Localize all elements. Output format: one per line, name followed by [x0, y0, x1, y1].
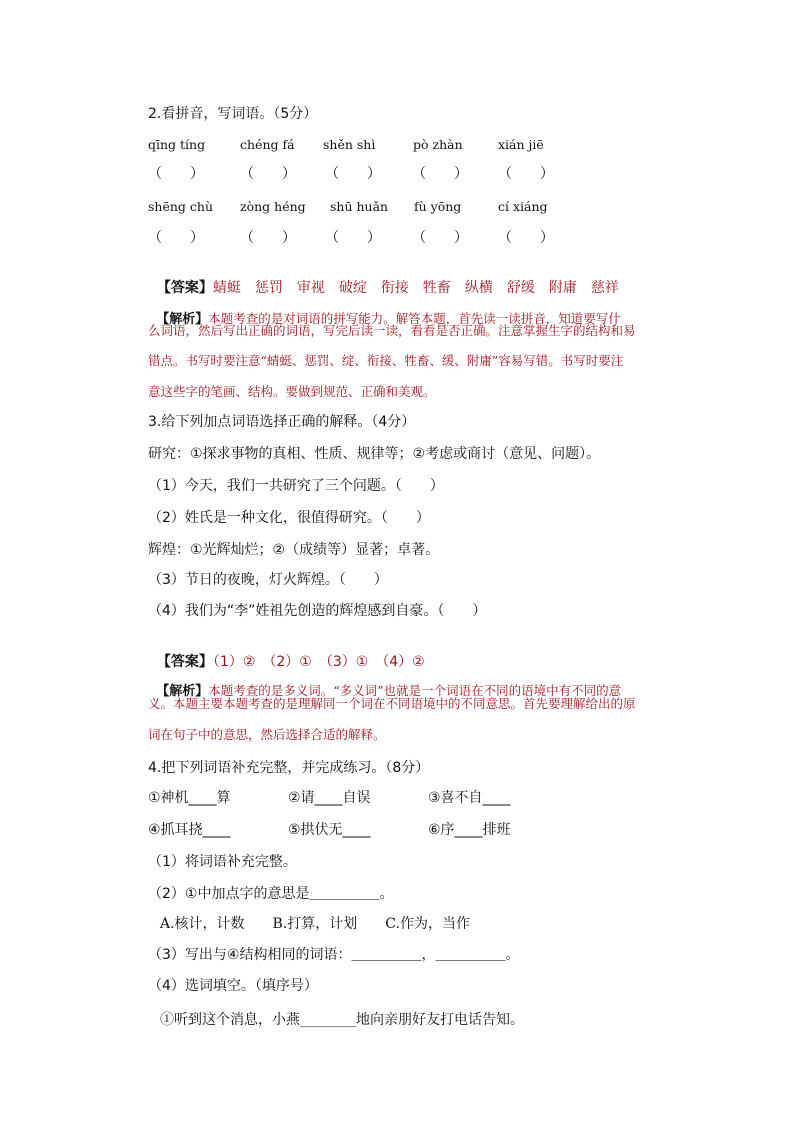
- answer-tag: 【答案】: [156, 280, 213, 296]
- answer-blank[interactable]: （ ）: [240, 230, 296, 246]
- answer-tag: 【答案】: [156, 654, 213, 670]
- pinyin-item: xián jiē: [498, 137, 544, 152]
- idiom-blank-item[interactable]: ⑥序____排班: [428, 822, 511, 838]
- answer-blank[interactable]: （ ）: [148, 166, 204, 182]
- q3-definition-2: 辉煌：①光辉灿烂；②（成绩等）显著；卓著。: [148, 542, 440, 558]
- idiom-blank-item[interactable]: ②请____自误: [288, 790, 371, 806]
- idiom-blank-item[interactable]: ④抓耳挠____: [148, 822, 231, 838]
- q3-item-4: （4）我们为“李”姓祖先创造的辉煌感到自豪。（ ）: [148, 603, 487, 619]
- q3-analysis-line-3: 词在句子中的意思，然后选择合适的解释。: [148, 727, 386, 742]
- pinyin-item: cí xiáng: [498, 199, 548, 214]
- pinyin-item: chéng fá: [240, 137, 295, 152]
- q4-sub-3: （3）写出与④结构相同的词语：＿＿＿＿＿，＿＿＿＿＿。: [148, 947, 520, 963]
- answer-text: （1）② （2）① （3）① （4）②: [212, 654, 425, 670]
- q3-item-1: （1）今天，我们一共研究了三个问题。（ ）: [148, 478, 444, 494]
- idiom-blank-item[interactable]: ①神机____算: [148, 790, 231, 806]
- analysis-tag: 【解析】: [156, 684, 209, 699]
- pinyin-item: qīng tíng: [148, 137, 206, 152]
- answer-blank[interactable]: （ ）: [240, 166, 296, 182]
- q4-sub-2: （2）①中加点字的意思是＿＿＿＿＿。: [148, 886, 394, 902]
- pinyin-item: shēng chù: [148, 199, 213, 214]
- q4-options: A.核计，计数 B.打算，计划 C.作为，当作: [160, 916, 470, 932]
- q4-title: 4.把下列词语补充完整，并完成练习。（8分）: [148, 760, 430, 776]
- answer-blank[interactable]: （ ）: [148, 230, 204, 246]
- q4-sub-1: （1）将词语补充完整。: [148, 854, 297, 870]
- q3-definition-1: 研究：①探求事物的真相、性质、规律等；②考虑或商讨（意见、问题）。: [148, 446, 601, 462]
- answer-blank[interactable]: （ ）: [498, 230, 554, 246]
- q3-analysis-line-2: 义。本题主要本题考查的是理解同一个词在不同语境中的不同意思。首先要理解给出的原: [148, 696, 636, 711]
- pinyin-item: shěn shì: [323, 137, 376, 152]
- answer-blank[interactable]: （ ）: [412, 230, 468, 246]
- q2-analysis-line-1: 【解析】本题考查的是对词语的拼写能力。解答本题，首先读一读拼音，知道要写什: [156, 311, 621, 327]
- pinyin-item: fù yōng: [414, 199, 462, 214]
- idiom-blank-item[interactable]: ③喜不自____: [428, 790, 511, 806]
- q3-analysis-line-1: 【解析】本题考查的是多义词。“多义词”也就是一个词语在不同的语境中有不同的意: [156, 683, 622, 699]
- q2-analysis-line-4: 意这些字的笔画、结构。要做到规范、正确和美观。: [148, 384, 436, 399]
- answer-text: 蜻蜓 惩罚 审视 破绽 衔接 牲畜 纵横 舒缓 附庸 慈祥: [212, 280, 619, 296]
- idiom-blank-item[interactable]: ⑤拱伏无____: [288, 822, 371, 838]
- q3-item-3: （3）节日的夜晚，灯火辉煌。（ ）: [148, 572, 388, 588]
- q4-fill-1: ①听到这个消息，小燕________地向亲朋好友打电话告知。: [160, 1012, 524, 1028]
- answer-blank[interactable]: （ ）: [325, 166, 381, 182]
- q3-title: 3.给下列加点词语选择正确的解释。（4分）: [148, 414, 416, 430]
- pinyin-item: pò zhàn: [413, 137, 463, 152]
- pinyin-item: shū huǎn: [330, 199, 389, 214]
- answer-blank[interactable]: （ ）: [325, 230, 381, 246]
- pinyin-item: zòng héng: [240, 199, 306, 214]
- q2-analysis-line-2: 么词语，然后写出正确的词语，写完后读一读，看看是否正确。注意掌握生字的结构和易: [148, 323, 636, 338]
- analysis-tag: 【解析】: [156, 312, 209, 327]
- q2-title: 2.看拼音，写词语。（5分）: [148, 106, 318, 122]
- q3-item-2: （2）姓氏是一种文化，很值得研究。（ ）: [148, 510, 430, 526]
- answer-blank[interactable]: （ ）: [498, 166, 554, 182]
- q2-analysis-line-3: 错点。书写时要注意“蜻蜓、惩罚、绽、衔接、牲畜、缓、附庸”容易写错。书写时要注: [148, 353, 624, 368]
- answer-blank[interactable]: （ ）: [412, 166, 468, 182]
- q4-sub-4: （4）选词填空。（填序号）: [148, 978, 318, 994]
